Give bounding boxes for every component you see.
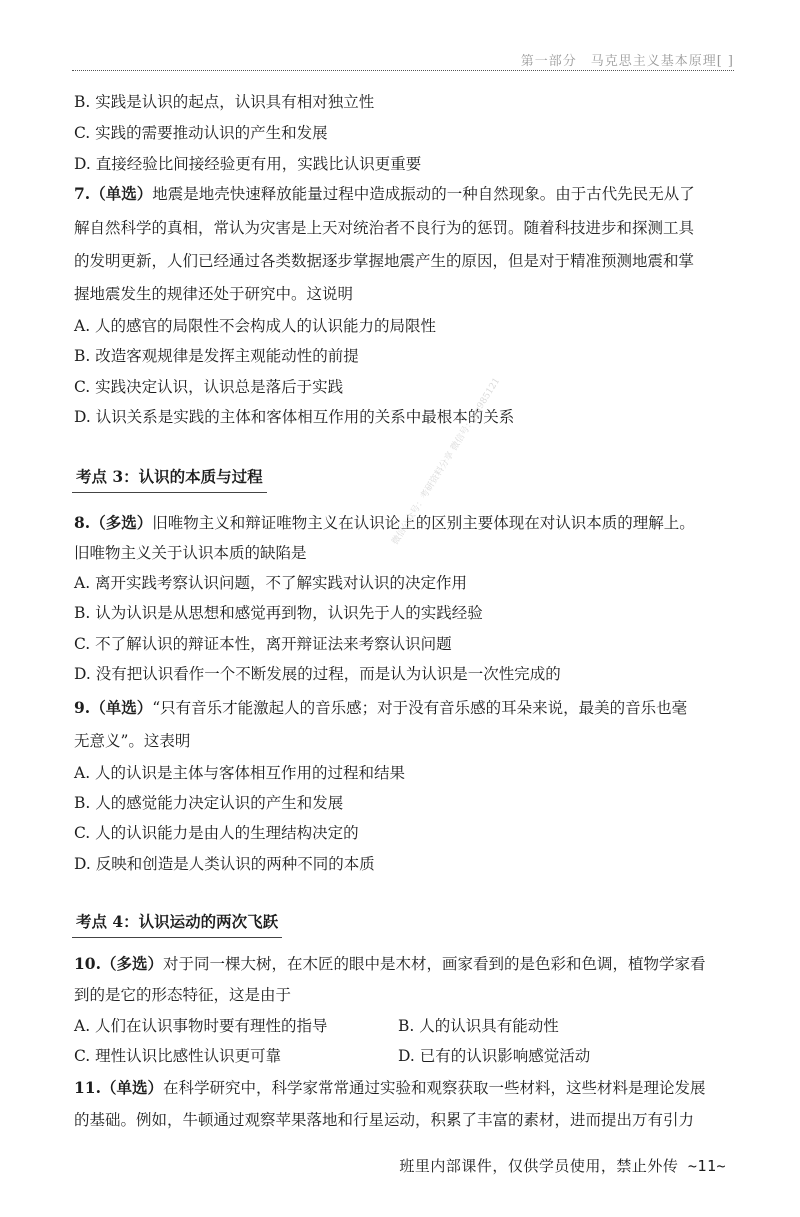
q10-option-b: B. 人的认识具有能动性 bbox=[398, 1017, 559, 1035]
q10-option-a: A. 人们在认识事物时要有理性的指导 bbox=[74, 1017, 328, 1035]
q11-stem-line-2: 的基础。例如，牛顿通过观察苹果落地和行星运动，积累了丰富的素材，进而提出万有引力 bbox=[74, 1111, 695, 1129]
q8-option-b: B. 认为认识是从思想和感觉再到物，认识先于人的实践经验 bbox=[74, 604, 483, 622]
watermark-text: 微信公众号：考研资料分享 微信号：jyq985121 bbox=[390, 376, 503, 547]
q11-type: （单选） bbox=[100, 1078, 163, 1097]
q8-text-1: 旧唯物主义和辩证唯物主义在认识论上的区别主要体现在对认识本质的理解上。 bbox=[152, 514, 695, 532]
q11-stem-line-1 bbox=[74, 1078, 706, 1098]
q10-option-c: C. 理性认识比感性认识更可靠 bbox=[74, 1047, 282, 1065]
section-3-underline bbox=[72, 492, 267, 493]
page-footer: 班里内部课件，仅供学员使用，禁止外传 ~11~ bbox=[399, 1157, 726, 1175]
section-heading-4 bbox=[76, 912, 278, 932]
q7-stem-line-4: 握地震发生的规律还处于研究中。这说明 bbox=[74, 285, 354, 303]
q6-option-d: D. 直接经验比间接经验更有用，实践比认识更重要 bbox=[74, 155, 422, 173]
q9-option-c: C. 人的认识能力是由人的生理结构决定的 bbox=[74, 824, 359, 842]
q7-option-a: A. 人的感官的局限性不会构成人的认识能力的局限性 bbox=[74, 317, 437, 335]
section-4-underline bbox=[72, 937, 282, 938]
q8-option-c: C. 不了解认识的辩证本性，离开辩证法来考察认识问题 bbox=[74, 635, 452, 653]
q6-option-b: B. 实践是认识的起点，认识具有相对独立性 bbox=[74, 93, 375, 111]
q9-number: 9. bbox=[74, 698, 91, 717]
q8-option-a: A. 离开实践考察认识问题，不了解实践对认识的决定作用 bbox=[74, 574, 468, 592]
q8-type: （多选） bbox=[90, 513, 153, 532]
q7-option-c: C. 实践决定认识，认识总是落后于实践 bbox=[74, 378, 344, 396]
q10-text-1: 对于同一棵大树，在木匠的眼中是木材，画家看到的是色彩和色调，植物学家看 bbox=[162, 955, 706, 973]
q9-text-1: “只有音乐才能激起人的音乐感；对于没有音乐感的耳朵来说，最美的音乐也毫 bbox=[152, 699, 688, 717]
q9-stem-line-2: 无意义”。这表明 bbox=[74, 732, 191, 750]
q6-option-c: C. 实践的需要推动认识的产生和发展 bbox=[74, 124, 328, 142]
q8-number: 8. bbox=[74, 513, 91, 532]
q7-option-b: B. 改造客观规律是发挥主观能动性的前提 bbox=[74, 347, 359, 365]
q9-option-b: B. 人的感觉能力决定认识的产生和发展 bbox=[74, 794, 344, 812]
q8-stem-line-2: 旧唯物主义关于认识本质的缺陷是 bbox=[74, 544, 307, 562]
q9-type: （单选） bbox=[90, 698, 153, 717]
header-divider bbox=[72, 70, 734, 71]
q9-option-d: D. 反映和创造是人类认识的两种不同的本质 bbox=[74, 855, 375, 873]
q7-number: 7. bbox=[74, 184, 91, 203]
section-4-title: 考点 4：认识运动的两次飞跃 bbox=[76, 912, 279, 931]
section-3-title: 考点 3：认识的本质与过程 bbox=[76, 467, 263, 486]
q9-stem-line-1 bbox=[74, 698, 687, 718]
q11-number: 11. bbox=[74, 1078, 101, 1097]
q7-stem-line-1 bbox=[74, 184, 695, 204]
q8-stem-line-1 bbox=[74, 513, 695, 533]
q7-stem-line-3: 的发明更新，人们已经通过各类数据逐步掌握地震产生的原因，但是对于精准预测地震和掌 bbox=[74, 252, 695, 270]
q10-option-d: D. 已有的认识影响感觉活动 bbox=[398, 1047, 591, 1065]
q10-stem-line-2: 到的是它的形态特征，这是由于 bbox=[74, 986, 292, 1004]
q7-text-1: 地震是地壳快速释放能量过程中造成振动的一种自然现象。由于古代先民无从了 bbox=[152, 185, 695, 203]
q10-type: （多选） bbox=[100, 954, 163, 973]
running-head: 第一部分 马克思主义基本原理[ ] bbox=[520, 54, 734, 69]
q7-option-d: D. 认识关系是实践的主体和客体相互作用的关系中最根本的关系 bbox=[74, 408, 515, 426]
section-heading-3 bbox=[76, 467, 263, 487]
q9-option-a: A. 人的认识是主体与客体相互作用的过程和结果 bbox=[74, 764, 406, 782]
q8-option-d: D. 没有把认识看作一个不断发展的过程，而是认为认识是一次性完成的 bbox=[74, 665, 561, 683]
q7-stem-line-2: 解自然科学的真相，常认为灾害是上天对统治者不良行为的惩罚。随着科技进步和探测工具 bbox=[74, 219, 695, 237]
q10-number: 10. bbox=[74, 954, 101, 973]
q10-stem-line-1 bbox=[74, 954, 706, 974]
q11-text-1: 在科学研究中，科学家常常通过实验和观察获取一些材料，这些材料是理论发展 bbox=[162, 1079, 706, 1097]
q7-type: （单选） bbox=[90, 184, 153, 203]
